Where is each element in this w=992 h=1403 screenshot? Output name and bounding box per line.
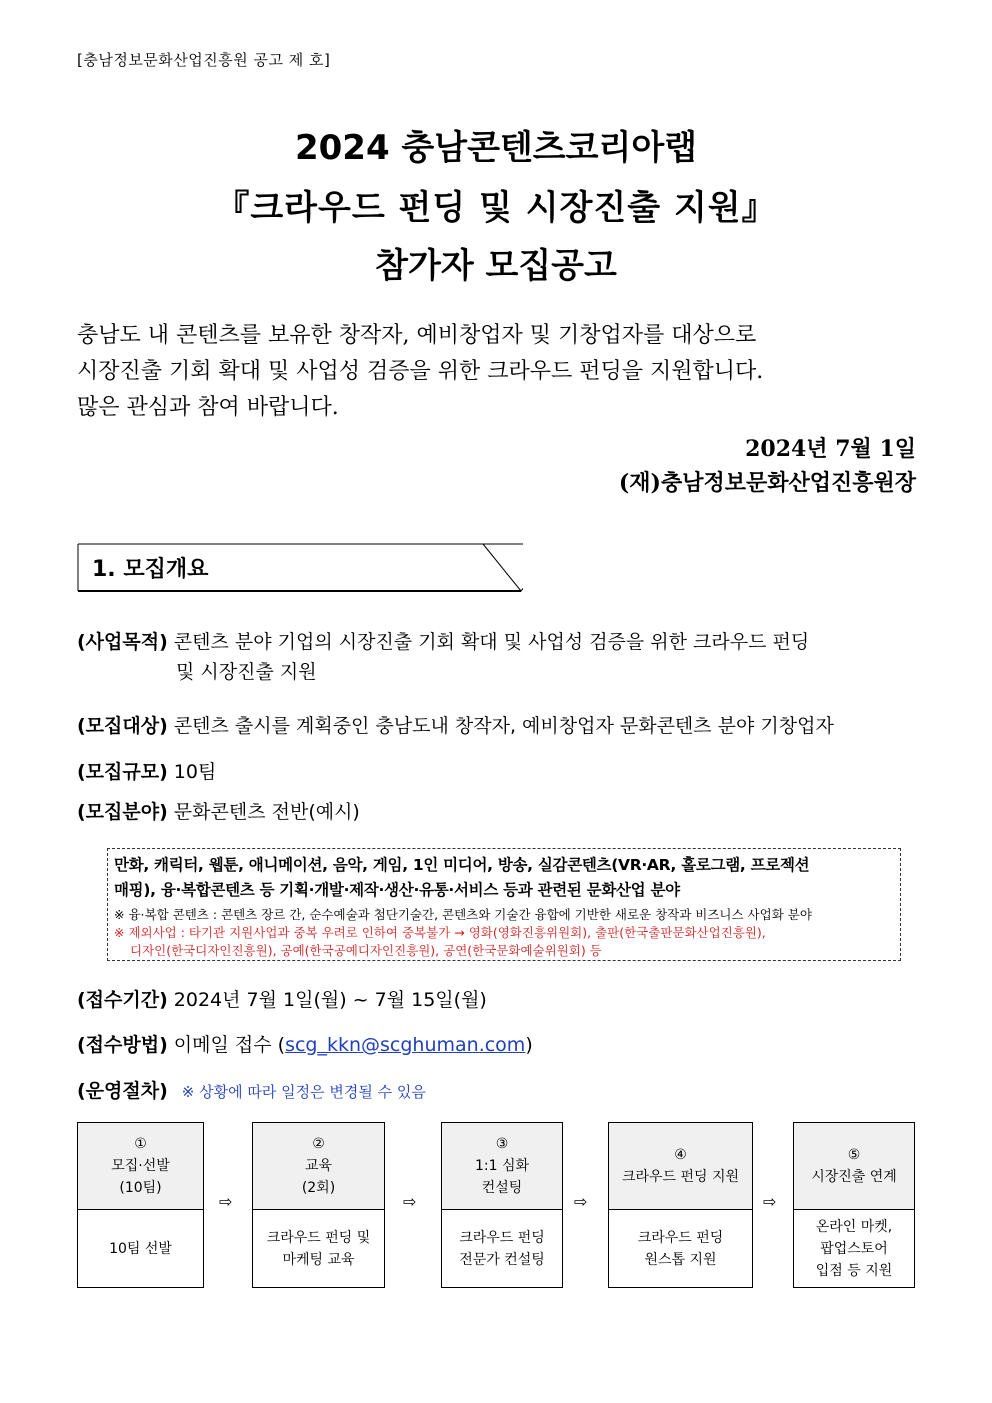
period-row	[77, 985, 487, 1015]
procedure-steps	[77, 1122, 917, 1290]
step-5-body	[794, 1210, 914, 1287]
step-5-number: ⑤	[847, 1147, 861, 1163]
procedure-key: (운영절차)	[77, 1080, 168, 1102]
field-examples-box	[107, 848, 901, 961]
step-4-number: ④	[674, 1147, 687, 1163]
method-prefix: 이메일 접수 (	[173, 1034, 286, 1056]
arrow-icon: ⇨	[403, 1192, 417, 1211]
arrow-icon: ⇨	[219, 1192, 233, 1211]
issuer-name: (재)충남정보문화산업진흥원장	[618, 470, 916, 496]
intro-line-3: 많은 관심과 참여 바랍니다.	[77, 395, 339, 420]
step-5-desc-2: 팝업스토어	[820, 1240, 888, 1257]
step-4	[608, 1122, 753, 1288]
announcement-date: 2024년 7월 1일	[745, 436, 916, 462]
field-examples-line-1: 만화, 캐릭터, 웹툰, 애니메이션, 음악, 게임, 1인 미디어, 방송, 실감콘텐츠(VR·AR, 홀로그램, 프로젝션	[114, 856, 810, 874]
field-row	[77, 797, 360, 827]
step-2-sub: (2회)	[301, 1180, 336, 1196]
step-4-desc-2: 원스톱 지원	[644, 1251, 717, 1268]
period-value: 2024년 7월 1일(월) ~ 7월 15일(월)	[173, 989, 487, 1011]
step-5	[793, 1122, 915, 1288]
step-3-sub: 컨설팅	[481, 1180, 523, 1196]
step-1-body	[78, 1210, 203, 1287]
scale-row	[77, 757, 216, 787]
procedure-row	[77, 1076, 426, 1107]
purpose-row	[77, 627, 809, 687]
procedure-note: ※ 상황에 따라 일정은 변경될 수 있음	[181, 1083, 426, 1101]
purpose-value: 콘텐츠 분야 기업의 시장진출 기회 확대 및 사업성 검증을 위한 크라우드 펀딩	[173, 631, 810, 653]
step-1-title: 모집·선발	[111, 1158, 170, 1174]
step-3-body	[442, 1210, 562, 1287]
step-5-desc-1: 온라인 마켓,	[815, 1218, 893, 1235]
target-value: 콘텐츠 출시를 계획중인 충남도내 창작자, 예비창업자 문화콘텐츠 분야 기창업자	[173, 715, 834, 737]
intro-paragraph	[77, 318, 917, 426]
intro-line-2: 시장진출 기회 확대 및 사업성 검증을 위한 크라우드 펀딩을 지원합니다.	[77, 359, 764, 384]
convergence-note: ※ 융·복합 콘텐츠 : 콘텐츠 장르 간, 순수예술과 첨단기술간, 콘텐츠와 기술간 융합에 기반한 새로운 창작과 비즈니스 사업화 분야	[114, 907, 812, 922]
target-key: (모집대상)	[77, 715, 168, 737]
step-1-sub: (10팀)	[119, 1180, 162, 1196]
step-5-header	[794, 1123, 914, 1210]
field-value: 문화콘텐츠 전반(예시)	[173, 801, 360, 823]
field-key: (모집분야)	[77, 801, 168, 823]
step-2-body	[253, 1210, 384, 1287]
step-2-number: ②	[312, 1136, 325, 1152]
method-key: (접수방법)	[77, 1034, 168, 1056]
step-2-desc-1: 크라우드 펀딩 및	[266, 1229, 371, 1246]
step-4-body	[609, 1210, 752, 1287]
step-5-title: 시장진출 연계	[811, 1169, 897, 1185]
step-3-desc-2: 전문가 컨설팅	[459, 1251, 545, 1268]
title-line-2: 『크라우드 펀딩 및 시장진출 지원』	[215, 188, 777, 228]
step-1	[77, 1122, 204, 1288]
scale-key: (모집규모)	[77, 761, 168, 783]
step-4-title: 크라우드 펀딩 지원	[621, 1169, 740, 1185]
exclusion-note-1: ※ 제외사업 : 타기관 지원사업과 중복 우려로 인하여 중복불가 → 영화(영화진흥위원회), 출판(한국출판문화산업진흥원),	[114, 925, 766, 940]
step-1-desc: 10팀 선발	[109, 1240, 172, 1257]
step-2-title: 교육	[304, 1158, 333, 1174]
step-1-header	[78, 1123, 203, 1210]
arrow-icon: ⇨	[574, 1192, 588, 1211]
step-2	[252, 1122, 385, 1288]
method-row	[77, 1030, 533, 1060]
step-3-desc-1: 크라우드 펀딩	[459, 1229, 545, 1246]
step-3-number: ③	[495, 1136, 509, 1152]
step-4-desc-1: 크라우드 펀딩	[637, 1229, 724, 1246]
announcement-reference: [충남정보문화산업진흥원 공고 제 호]	[77, 51, 331, 69]
arrow-icon: ⇨	[763, 1192, 777, 1211]
method-suffix: )	[525, 1034, 533, 1056]
step-3-header	[442, 1123, 562, 1210]
title-line-3: 참가자 모집공고	[375, 246, 617, 286]
purpose-key: (사업목적)	[77, 631, 168, 653]
step-4-header	[609, 1123, 752, 1210]
step-3	[441, 1122, 563, 1288]
section-title: 1. 모집개요	[92, 557, 209, 582]
step-2-header	[253, 1123, 384, 1210]
intro-line-1: 충남도 내 콘텐츠를 보유한 창작자, 예비창업자 및 기창업자를 대상으로	[77, 323, 757, 348]
field-examples-line-2: 매핑), 융·복합콘텐츠 등 기획·개발·제작·생산·유통·서비스 등과 관련된 문화산업 분야	[114, 881, 680, 899]
title-line-1: 2024 충남콘텐츠코리아랩	[294, 128, 698, 168]
step-1-number: ①	[134, 1136, 147, 1152]
period-key: (접수기간)	[77, 989, 168, 1011]
purpose-value-cont: 및 시장진출 지원	[176, 661, 317, 683]
email-link[interactable]: scg_kkn@scghuman.com	[285, 1034, 526, 1056]
target-row	[77, 711, 834, 741]
section-header	[77, 542, 522, 592]
scale-value: 10팀	[173, 761, 217, 783]
exclusion-note-2: 디자인(한국디자인진흥원), 공예(한국공예디자인진흥원), 공연(한국문화예술위원회) 등	[130, 943, 602, 958]
step-5-desc-3: 입점 등 지원	[815, 1262, 893, 1279]
step-2-desc-2: 마케팅 교육	[282, 1251, 355, 1268]
step-3-title: 1:1 심화	[474, 1158, 530, 1174]
